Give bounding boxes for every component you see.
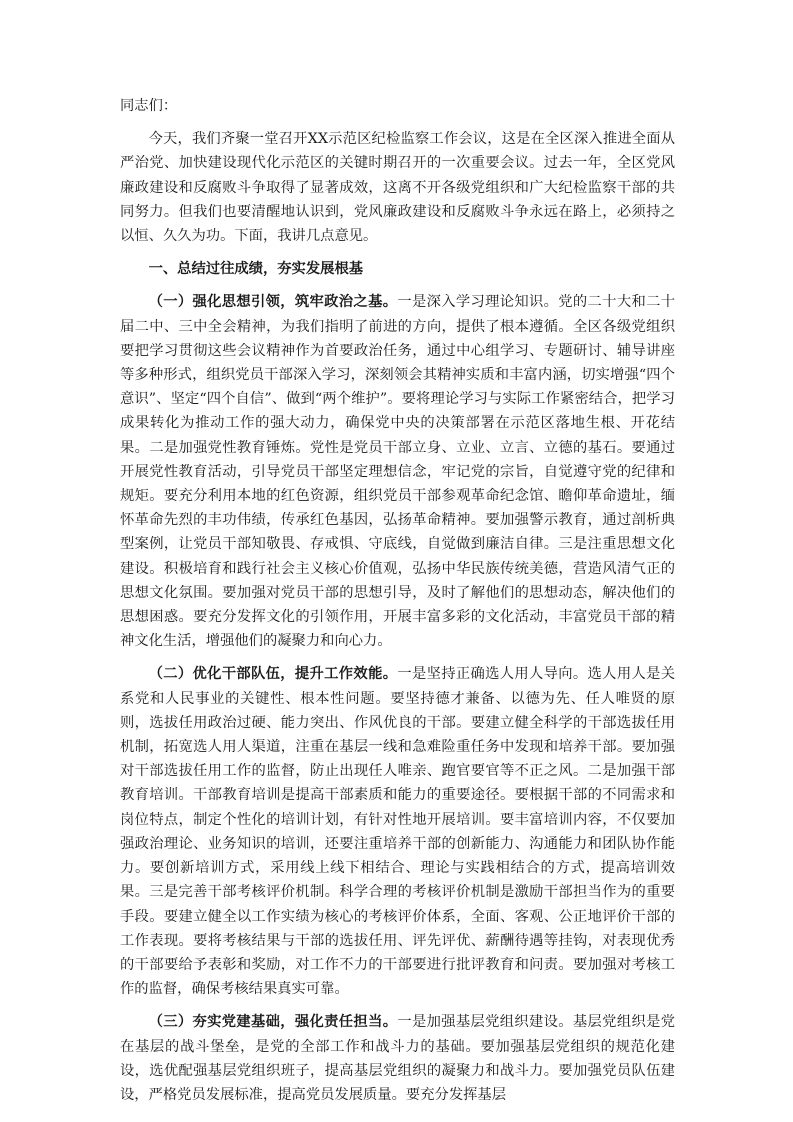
subsection-3-body: 一是加强基层党组织建设。基层党组织是党在基层的战斗堡垒，是党的全部工作和战斗力的基础。要加强基层党组织的规范化建设，选优配强基层党组织班子，提高基层党组织的凝聚力和战斗力。要加强党员队伍建设，严格党员发展标准，提高党员发展质量。要充分发挥基层 [120, 1014, 676, 1103]
subsection-2-title: （二）优化干部队伍，提升工作效能。 [148, 666, 398, 683]
subsection-2-body: 一是坚持正确选人用人导向。选人用人是关系党和人民事业的关键性、根本性问题。要坚持德才兼备、以德为先、任人唯贤的原则，选拔任用政治过硬、能力突出、作风优良的干部。要建立健全科学的干部选拔任用机制，拓宽选人用人渠道，注重在基层一线和急难险重任务中发现和培养干部。要加强对干部选拔任用工作的监督，防止出现任人唯亲、跑官要官等不正之风。二是加强干部教育培训。干部教育培训是提高干部素质和能力的重要途径。要根据干部的不同需求和岗位特点，制定个性化的培训计划，有针对性地开展培训。要丰富培训内容，不仅要加强政治理论、业务知识的培训，还要注重培养干部的创新能力、沟通能力和团队协作能力。要创新培训方式，采用线上线下相结合、理论与实践相结合的方式，提高培训效果。三是完善干部考核评价机制。科学合理的考核评价机制是激励干部担当作为的重要手段。要建立健全以工作实绩为核心的考核评价体系，全面、客观、公正地评价干部的工作表现。要将考核结果与干部的选拔任用、评先评优、薪酬待遇等挂钩，对表现优秀的干部要给予表彰和奖励，对工作不力的干部要进行批评教育和问责。要加强对考核工作的监督，确保考核结果真实可靠。 [120, 666, 676, 998]
subsection-1-title: （一）强化思想引领，筑牢政治之基。 [148, 294, 398, 311]
subsection-3-title: （三）夯实党建基础，强化责任担当。 [148, 1014, 398, 1031]
subsection-1-paragraph [120, 290, 675, 653]
subsection-2-paragraph [120, 662, 675, 1001]
salutation: 同志们： [120, 98, 178, 114]
document-page [120, 94, 675, 1116]
intro-paragraph: 今天，我们齐聚一堂召开XX示范区纪检监察工作会议，这是在全区深入推进全面从严治党、加快建设现代化示范区的关键时期召开的一次重要会议。过去一年，全区党风廉政建设和反腐败斗争取得了显著成效，这离不开各级党组织和广大纪检监察干部的共同努力。但我们也要清醒地认识到，党风廉政建设和反腐败斗争永远在路上，必须持之以恒、久久为功。下面，我讲几点意见。 [120, 131, 675, 245]
subsection-1-body: 一是深入学习理论知识。党的二十大和二十届二中、三中全会精神，为我们指明了前进的方向，提供了根本遵循。全区各级党组织要把学习贯彻这些会议精神作为首要政治任务，通过中心组学习、专题研讨、辅导讲座等多种形式，组织党员干部深入学习，深刻领会其精神实质和丰富内涵，切实增强“四个意识”、坚定“四个自信”、做到“两个维护”。要将理论学习与实际工作紧密结合，把学习成果转化为推动工作的强大动力，确保党中央的决策部署在示范区落地生根、开花结果。二是加强党性教育锤炼。党性是党员干部立身、立业、立言、立德的基石。要通过开展党性教育活动，引导党员干部坚定理想信念，牢记党的宗旨，自觉遵守党的纪律和规矩。要充分利用本地的红色资源，组织党员干部参观革命纪念馆、瞻仰革命遗址，缅怀革命先烈的丰功伟绩，传承红色基因，弘扬革命精神。要加强警示教育，通过剖析典型案例，让党员干部知敬畏、存戒惧、守底线，自觉做到廉洁自律。三是注重思想文化建设。积极培育和践行社会主义核心价值观，弘扬中华民族传统美德，营造风清气正的思想文化氛围。要加强对党员干部的思想引导，及时了解他们的思想动态，解决他们的思想困惑。要充分发挥文化的引领作用，开展丰富多彩的文化活动，丰富党员干部的精神文化生活，增强他们的凝聚力和向心力。 [120, 294, 676, 650]
section-heading-1: 一、总结过往成绩，夯实发展根基 [148, 261, 364, 278]
subsection-3-paragraph [120, 1010, 675, 1107]
